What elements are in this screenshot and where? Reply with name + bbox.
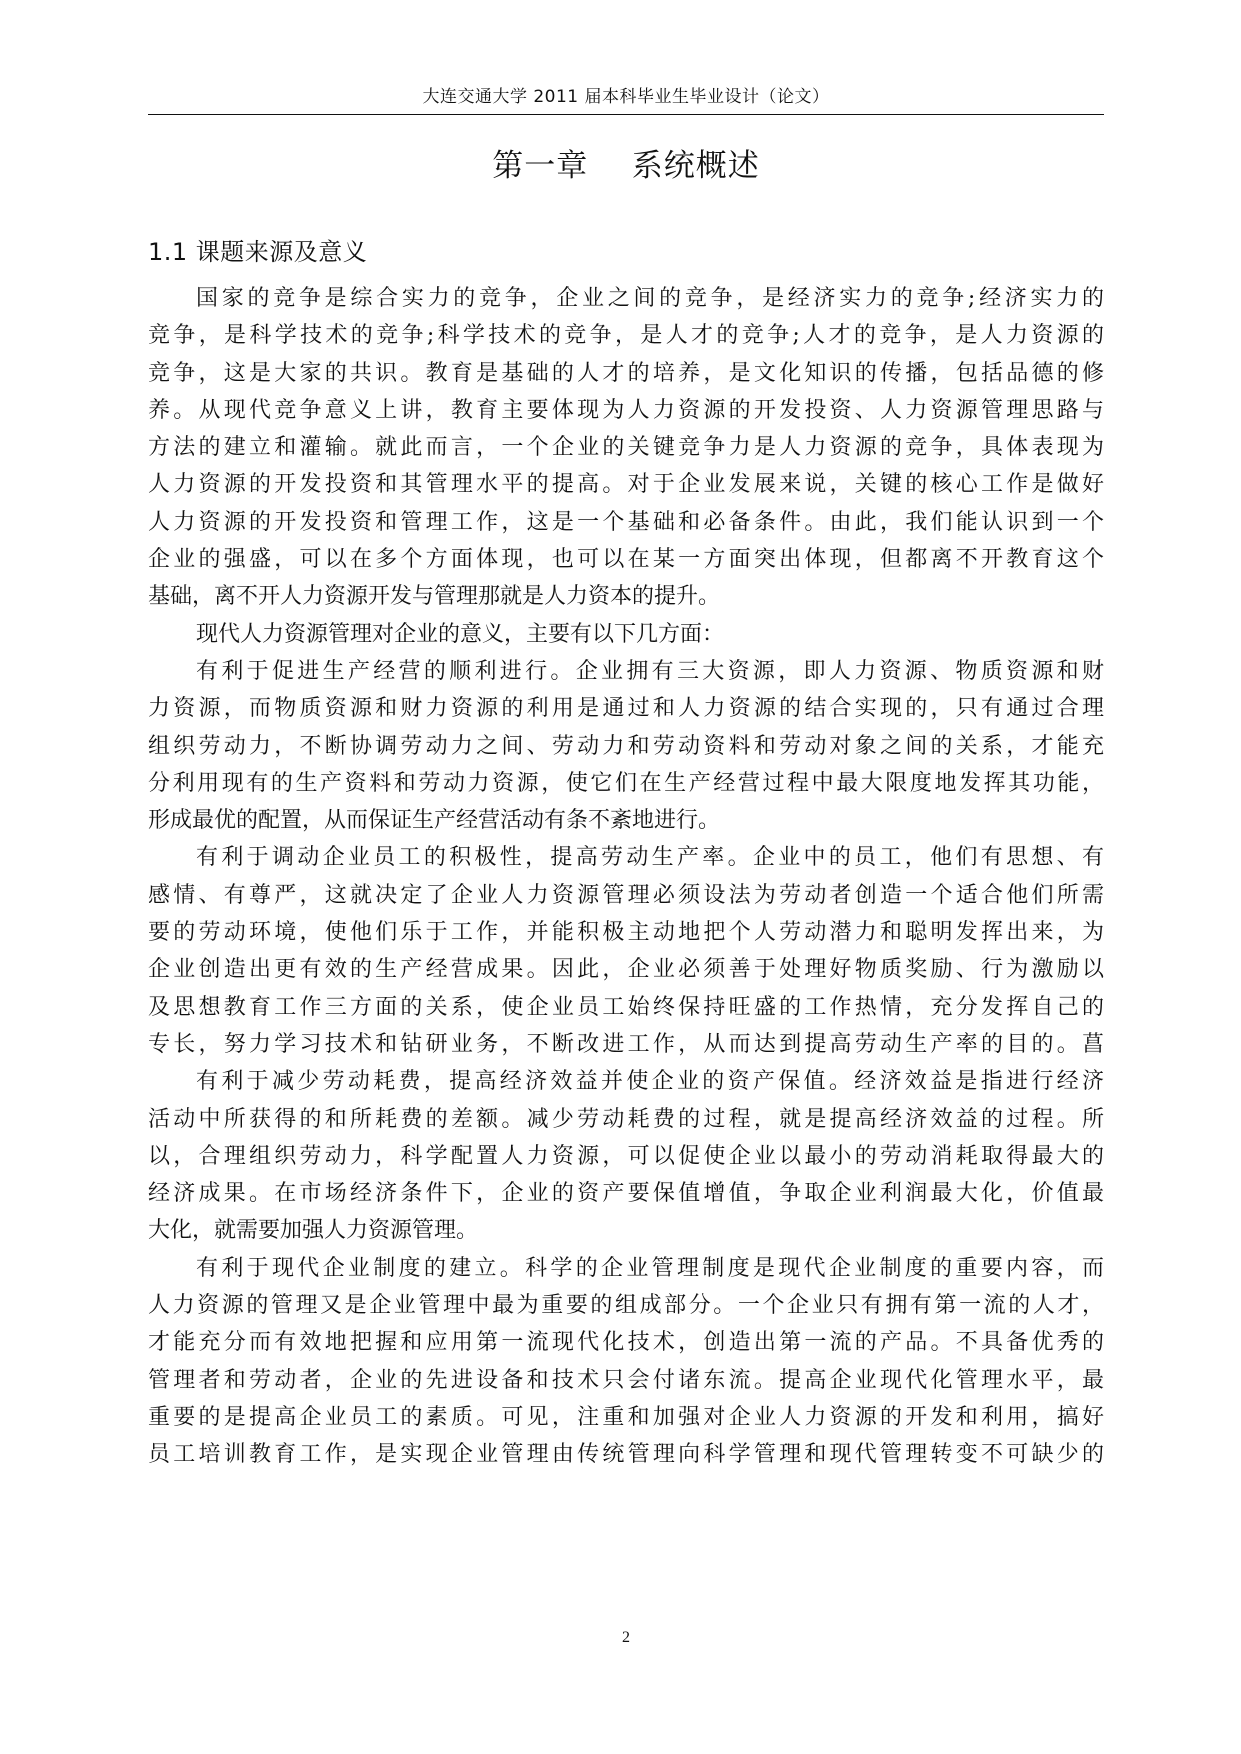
body-line: 竞争，这是大家的共识。教育是基础的人才的培养，是文化知识的传播，包括品德的修 (148, 360, 1104, 386)
body-line: 企业的强盛，可以在多个方面体现，也可以在某一方面突出体现，但都离不开教育这个 (148, 547, 1104, 573)
section-title: 1.1 课题来源及意义 (148, 238, 368, 266)
page-number: 2 (622, 1629, 630, 1646)
body-line: 管理者和劳动者，企业的先进设备和技术只会付诸东流。提高企业现代化管理水平，最 (148, 1367, 1104, 1393)
body-line: 员工培训教育工作，是实现企业管理由传统管理向科学管理和现代管理转变不可缺少的 (148, 1442, 1104, 1468)
body-line: 人力资源的开发投资和管理工作，这是一个基础和必备条件。由此，我们能认识到一个 (148, 509, 1104, 535)
body-line: 竞争，是科学技术的竞争;科学技术的竞争，是人才的竞争;人才的竞争，是人力资源的 (148, 323, 1104, 349)
running-header: 大连交通大学 2011 届本科毕业生毕业设计（论文） (422, 87, 830, 107)
body-line: 有利于减少劳动耗费，提高经济效益并使企业的资产保值。经济效益是指进行经济 (196, 1069, 1104, 1095)
body-line: 才能充分而有效地把握和应用第一流现代化技术，创造出第一流的产品。不具备优秀的 (148, 1330, 1104, 1356)
body-line: 养。从现代竞争意义上讲，教育主要体现为人力资源的开发投资、人力资源管理思路与 (148, 397, 1104, 423)
body-line: 专长，努力学习技术和钻研业务，不断改进工作，从而达到提高劳动生产率的目的。菖 (148, 1031, 1104, 1057)
body-line: 基础，离不开人力资源开发与管理那就是人力资本的提升。 (148, 584, 721, 610)
body-line: 分利用现有的生产资料和劳动力资源，使它们在生产经营过程中最大限度地发挥其功能， (148, 770, 1104, 796)
body-line: 有利于现代企业制度的建立。科学的企业管理制度是现代企业制度的重要内容，而 (196, 1255, 1104, 1281)
header-rule (148, 114, 1104, 115)
body-line: 方法的建立和灌输。就此而言，一个企业的关键竞争力是人力资源的竞争，具体表现为 (148, 435, 1104, 461)
body-line: 大化，就需要加强人力资源管理。 (148, 1218, 479, 1244)
body-line: 感情、有尊严，这就决定了企业人力资源管理必须设法为劳动者创造一个适合他们所需 (148, 882, 1104, 908)
body-line: 要的劳动环境，使他们乐于工作，并能积极主动地把个人劳动潜力和聪明发挥出来，为 (148, 920, 1104, 946)
body-line: 国家的竞争是综合实力的竞争，企业之间的竞争，是经济实力的竞争;经济实力的 (196, 286, 1104, 311)
body-line: 企业创造出更有效的生产经营成果。因此，企业必须善于处理好物质奖励、行为激励以 (148, 957, 1104, 983)
body-line: 活动中所获得的和所耗费的差额。减少劳动耗费的过程，就是提高经济效益的过程。所 (148, 1106, 1104, 1132)
body-text (148, 280, 1104, 1474)
body-line: 形成最优的配置，从而保证生产经营活动有条不紊地进行。 (148, 808, 721, 834)
body-line: 及思想教育工作三方面的关系，使企业员工始终保持旺盛的工作热情，充分发挥自己的 (148, 994, 1104, 1020)
chapter-title: 第一章 系统概述 (492, 148, 760, 184)
body-line: 人力资源的管理又是企业管理中最为重要的组成部分。一个企业只有拥有第一流的人才， (148, 1293, 1104, 1319)
body-line: 组织劳动力，不断协调劳动力之间、劳动力和劳动资料和劳动对象之间的关系，才能充 (148, 733, 1104, 759)
body-line: 力资源，而物质资源和财力资源的利用是通过和人力资源的结合实现的，只有通过合理 (148, 696, 1104, 722)
body-line: 以，合理组织劳动力，科学配置人力资源，可以促使企业以最小的劳动消耗取得最大的 (148, 1143, 1104, 1169)
body-line: 经济成果。在市场经济条件下，企业的资产要保值增值，争取企业利润最大化，价值最 (148, 1181, 1104, 1207)
body-line: 人力资源的开发投资和其管理水平的提高。对于企业发展来说，关键的核心工作是做好 (148, 472, 1104, 498)
body-line: 重要的是提高企业员工的素质。可见，注重和加强对企业人力资源的开发和利用，搞好 (148, 1404, 1104, 1430)
body-line: 有利于促进生产经营的顺利进行。企业拥有三大资源，即人力资源、物质资源和财 (196, 658, 1104, 684)
body-line: 现代人力资源管理对企业的意义，主要有以下几方面： (196, 621, 725, 647)
body-line: 有利于调动企业员工的积极性，提高劳动生产率。企业中的员工，他们有思想、有 (196, 845, 1104, 871)
